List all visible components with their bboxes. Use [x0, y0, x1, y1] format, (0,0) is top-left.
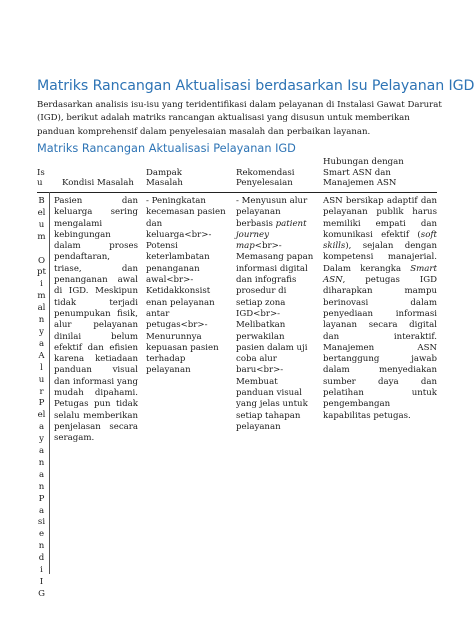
isu-letter: m [37, 291, 46, 302]
isu-letter: i [40, 279, 43, 290]
isu-letter: n [38, 315, 45, 326]
hubungan-emphasis-1: soft skills [323, 229, 437, 252]
isu-letter: u [38, 374, 45, 385]
header-dampak: Dampak Masalah [146, 167, 183, 189]
intro-paragraph: Berdasarkan analisis isu-isu yang teridentifikasi dalam pelayanan di Instalasi Gawat Darurat (IGD), berikut adalah matriks rancangan aktualisasi yang disusun untuk memberikan panduan komprehensif dalam penyelesaian masalah dan perbaikan layanan. [37, 100, 442, 137]
isu-letter: a [38, 469, 45, 480]
isu-letter: y [39, 326, 44, 337]
isu-letter: I [39, 577, 44, 587]
isu-letter: a [38, 338, 45, 349]
isu-letter: pt [37, 267, 46, 278]
isu-letter: P [38, 493, 45, 504]
isu-letter: el [37, 410, 46, 421]
isu-letter: n [38, 541, 45, 552]
cell-dampak: - Peningkatan kecemasan pasien dan keluarga<br>- Potensi keterlambatan penanganan awal<br>- Ketidakkonsist enan pelayanan antar petugas<br>- Menurunnya kepuasan pasien terhadap pelayanan [146, 196, 226, 376]
header-isu: Is u [37, 167, 45, 189]
isu-letter: B [38, 196, 45, 206]
header-divider [37, 192, 437, 193]
isu-letter: el [37, 207, 46, 218]
cell-isu [37, 196, 46, 601]
isu-letter: m [37, 231, 46, 242]
rekomendasi-text-2: <br>- Memasang papan informasi digital dan infografis prosedur di setiap zona IGD<br>- Melibatkan perwakilan pasien dalam uji coba alur baru<br>- Membuat panduan visual yang jelas untuk setiap tahapan pelayanan [236, 241, 314, 432]
isu-letter: i [40, 565, 43, 576]
isu-letter: l [40, 362, 43, 373]
cell-rekomendasi [236, 196, 315, 433]
isu-letter: u [38, 219, 45, 230]
isu-letter: P [38, 398, 45, 409]
hubungan-emphasis-2: Smart ASN [323, 263, 437, 286]
isu-letter [37, 244, 46, 256]
isu-letter: A [38, 350, 45, 361]
isu-letter: e [38, 529, 45, 540]
rekomendasi-text-1: - Menyusun alur pelayanan berbasis [236, 196, 308, 229]
isu-letter: si [37, 517, 46, 528]
isu-letter: d [38, 553, 45, 564]
isu-letter: al [37, 303, 46, 314]
isu-letter: n [38, 457, 45, 468]
isu-letter: n [38, 481, 45, 492]
rekomendasi-emphasis: patient journey map [236, 218, 307, 252]
section-subtitle: Matriks Rancangan Aktualisasi Pelayanan IGD [37, 142, 296, 155]
header-rekomendasi: Rekomendasi Penyelesaian [236, 167, 295, 189]
isu-letter: O [37, 255, 46, 266]
isu-letter: a [38, 505, 45, 516]
cell-kondisi: Pasien dan keluarga sering mengalami kebingungan dalam proses pendaftaran, triase, dan penanganan awal di IGD. Meskipun tidak terjadi penumpukan fisik, alur pelayanan dinilai belum efektif dan efisien karena ketiadaan panduan visual dan informasi yang mudah dipahami. Petugas pun tidak selalu memberikan penjelasan secara seragam. [54, 196, 138, 444]
cell-hubungan [323, 196, 437, 422]
header-hubungan: Hubungan dengan Smart ASN dan Manajemen ASN [323, 157, 404, 189]
column-divider [49, 192, 50, 574]
isu-letter: a [38, 422, 45, 433]
isu-letter: r [39, 386, 44, 397]
hubungan-text-3: , petugas IGD diharapkan mampu berinovasi dalam penyediaan informasi layanan secara digital dan interaktif. Manajemen ASN bertanggung jawab dalam menyediakan sumber daya dan pelatihan untuk pengembangan kapabilitas petugas. [323, 275, 437, 421]
isu-letter: a [38, 446, 45, 457]
isu-letter: y [39, 434, 44, 445]
document-title: Matriks Rancangan Aktualisasi berdasarkan Isu Pelayanan IGD [37, 78, 474, 94]
hubungan-text-1: ASN bersikap adaptif dan pelayanan publik harus memiliki empati dan komunikasi efektif ( [323, 196, 437, 240]
header-kondisi: Kondisi Masalah [62, 178, 134, 189]
isu-letter: G [38, 588, 45, 599]
table-header [0, 157, 474, 193]
hubungan-text-2: ), sejalan dengan kompetensi manajerial. Dalam kerangka [323, 241, 437, 274]
